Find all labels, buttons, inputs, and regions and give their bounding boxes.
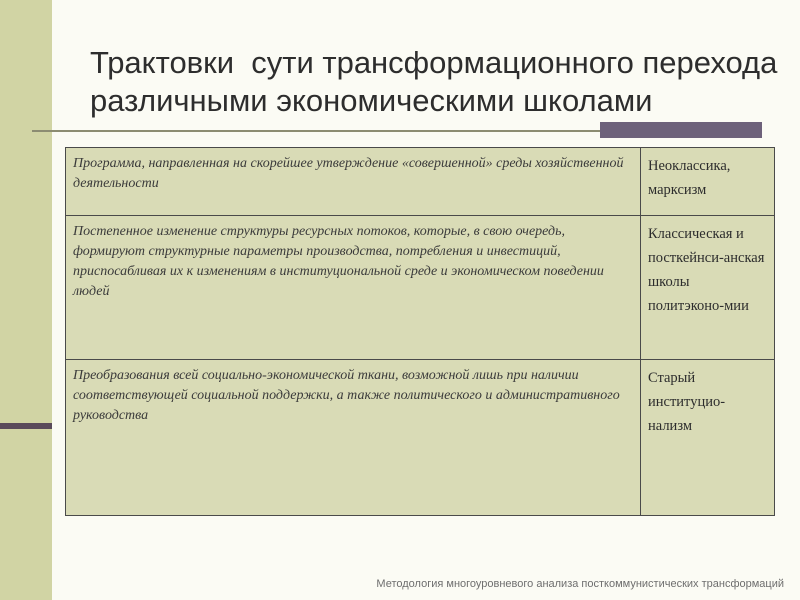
- schools-table: [65, 147, 775, 516]
- row-school: Классическая и посткейнси-анская школы политэконо-мии: [641, 216, 775, 360]
- row-description: Преобразования всей социально-экономической ткани, возможной лишь при наличии соответствующей социальной поддержки, а также политического и административного руководства: [66, 360, 641, 516]
- slide-footer: Методология многоуровневого анализа посткоммунистических трансформаций: [376, 578, 784, 590]
- title-divider-block: [600, 122, 762, 138]
- row-school: Неоклассика, марксизм: [641, 148, 775, 216]
- table-row: [66, 148, 775, 216]
- row-description: Программа, направленная на скорейшее утверждение «совершенной» среды хозяйственной деятельности: [66, 148, 641, 216]
- slide-title-line-1: Трактовки сути трансформационного перехода: [90, 45, 778, 80]
- row-description: Постепенное изменение структуры ресурсных потоков, которые, в свою очередь, формируют структурные параметры производства, потребления и инвестиций, приспосабливая их к изменениям в институциональной среде и экономическом поведении людей: [66, 216, 641, 360]
- left-accent-band: [0, 0, 52, 600]
- slide-title: [90, 44, 780, 120]
- table-row: [66, 216, 775, 360]
- slide-title-line-2: различными экономическими школами: [90, 83, 653, 118]
- left-accent-stripe: [0, 423, 52, 429]
- title-divider-line: [32, 130, 600, 132]
- row-school: Старый институцио-нализм: [641, 360, 775, 516]
- table-row: [66, 360, 775, 516]
